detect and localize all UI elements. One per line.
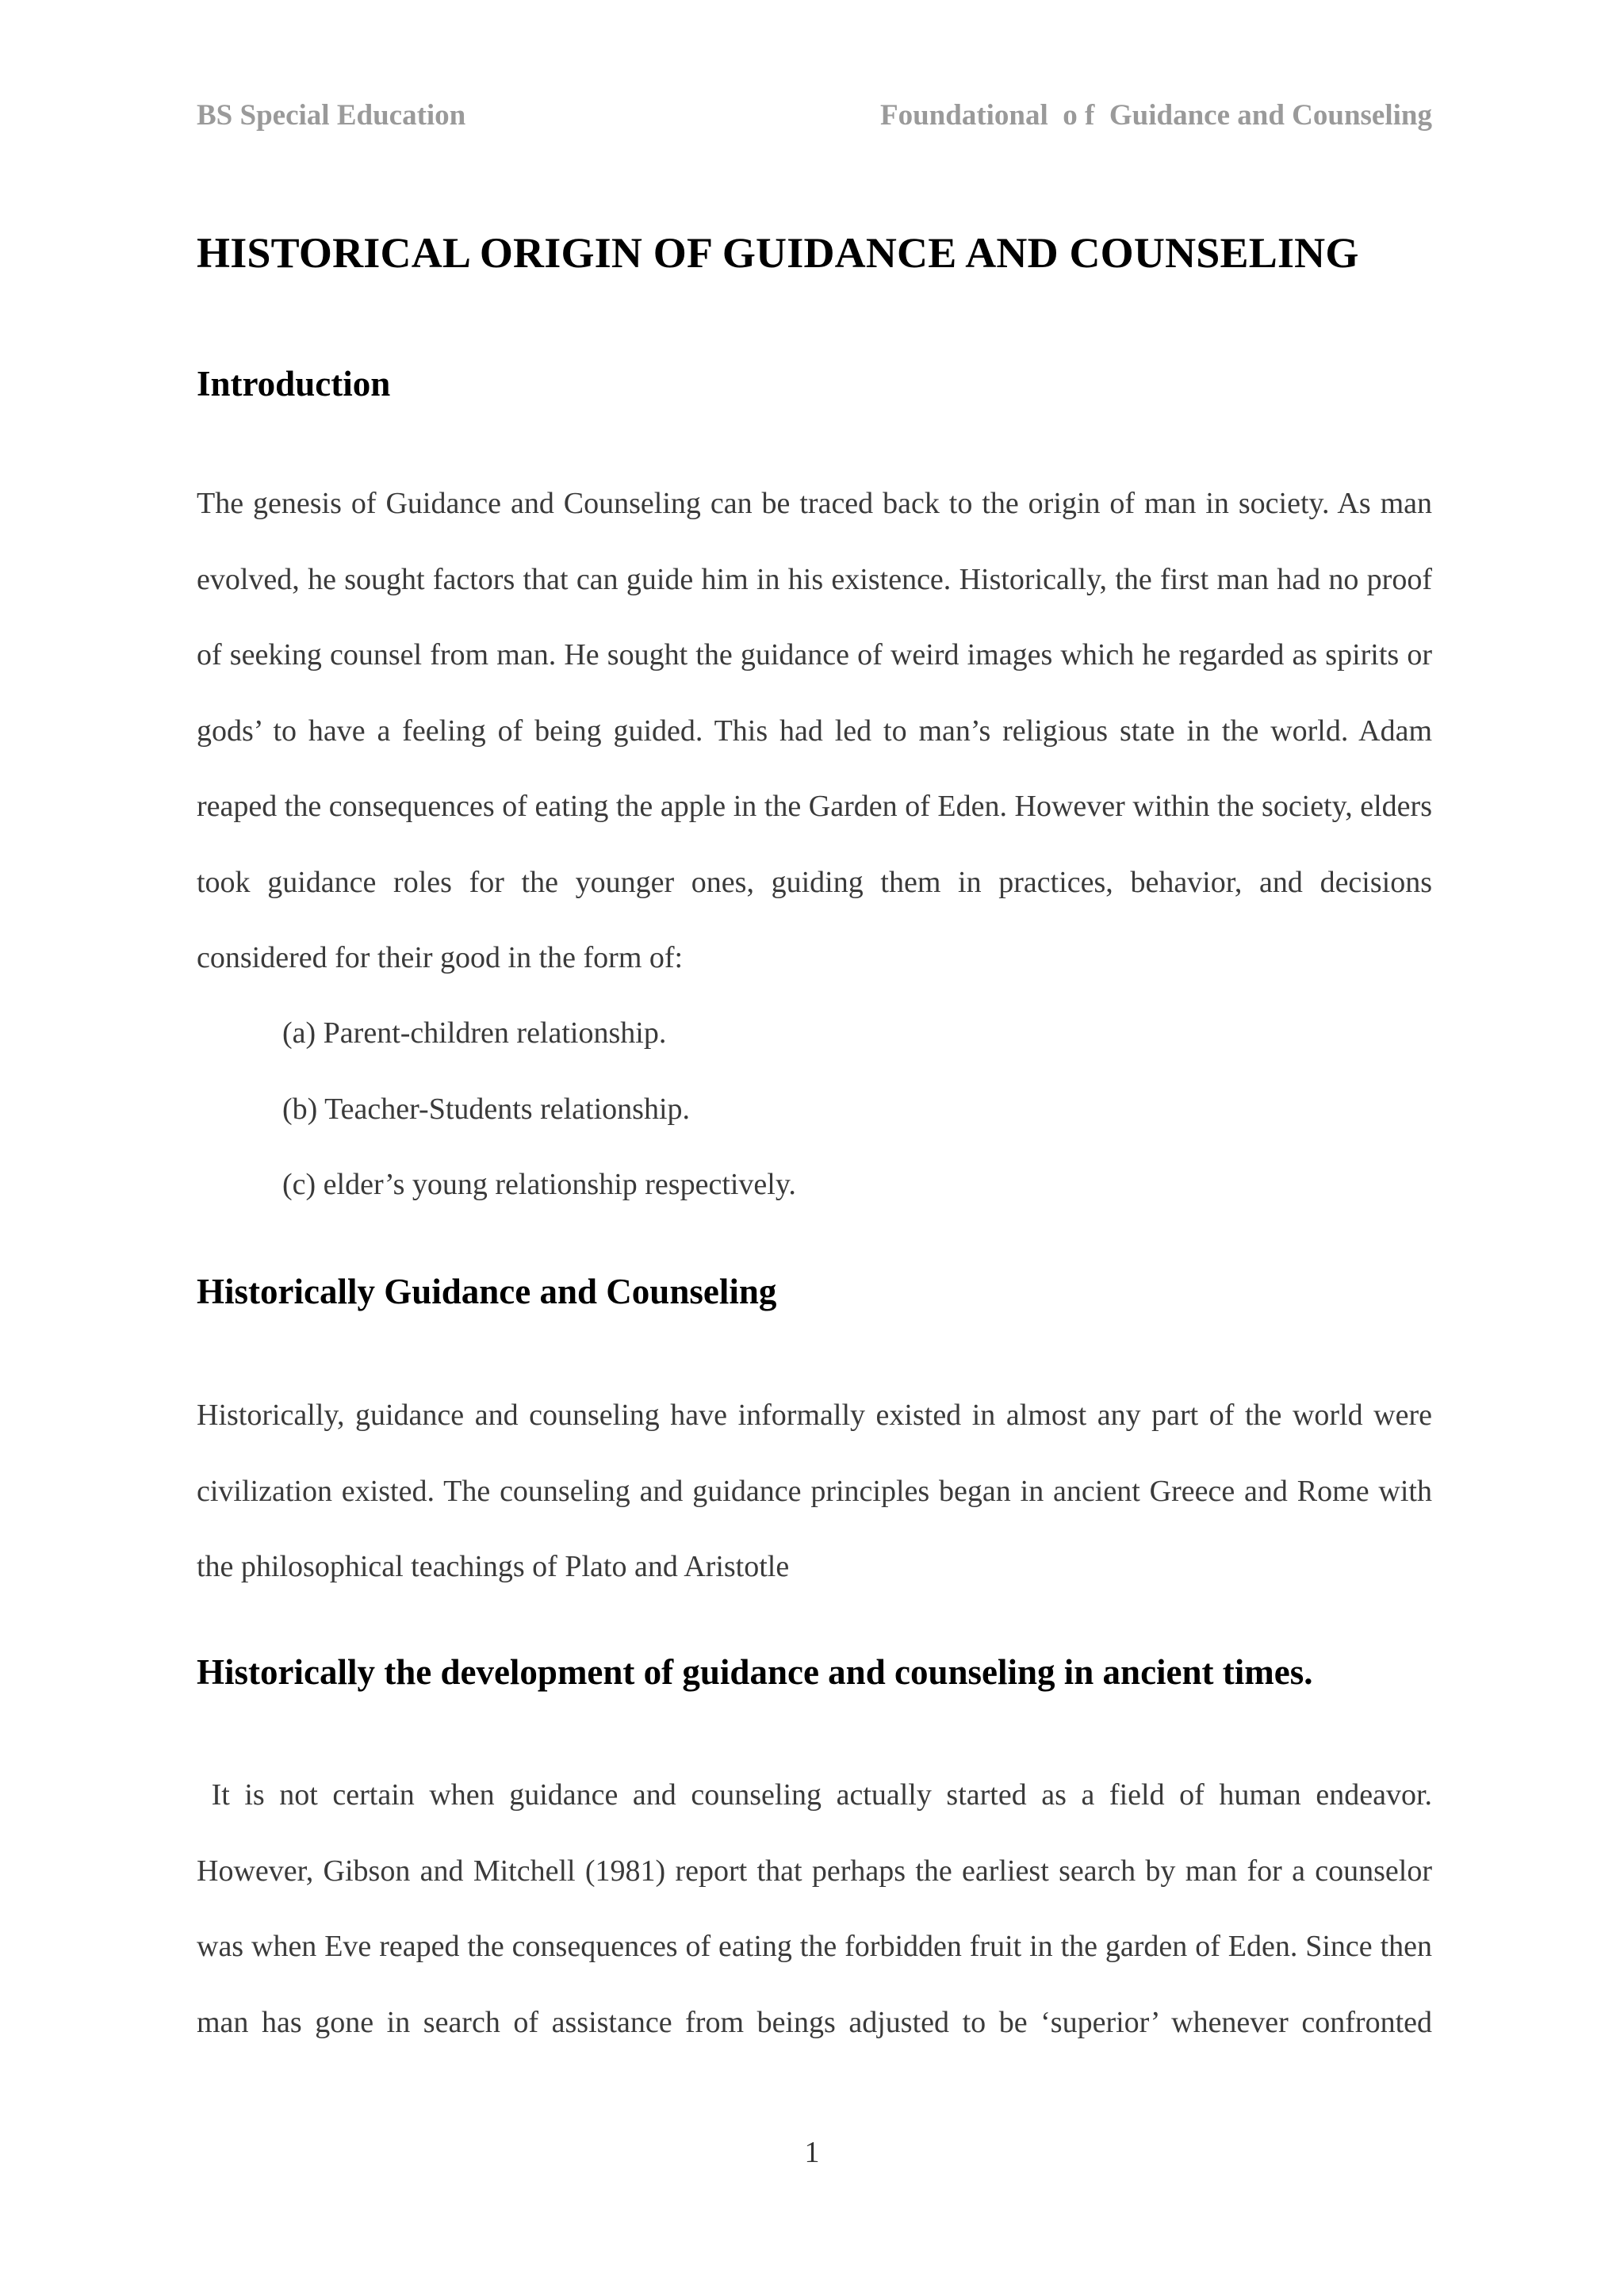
ancient-times-paragraph: It is not certain when guidance and counseling actually started as a field of human endeavor. However, Gibson and Mitchell (1981) report that perhaps the earliest search by man for a counselor was when Eve reaped the consequences of eating the forbidden fruit in the garden of Eden. Since then man has gone in search of assistance from beings adjusted to be ‘superior’ whenever confronted [197,1778,1440,2039]
list-item: (b) Teacher-Students relationship. [282,1092,691,1126]
running-header [197,98,1432,138]
header-subject-name: Foundational o f Guidance and Counseling [880,99,1432,132]
list-item: (a) Parent-children relationship. [282,1016,667,1050]
section-heading-introduction: Introduction [197,364,391,404]
page-number: 1 [804,2136,820,2169]
list-item: (c) elder’s young relationship respectively. [282,1168,796,1201]
relationship-list [282,996,796,1223]
introduction-paragraph: The genesis of Guidance and Counseling can be traced back to the origin of man in society. As man evolved, he sought factors that can guide him in his existence. Historically, the first man had no proof of seeking counsel from man. He sought the guidance of weird images which he regarded as spirits or gods’ to have a feeling of being guided. This had led to man’s religious state in the world. Adam reaped the consequences of eating the apple in the Garden of Eden. However within the society, elders took guidance roles for the younger ones, guiding them in practices, behavior, and decisions considered for their good in the form of: [197,487,1432,974]
page-title: HISTORICAL ORIGIN OF GUIDANCE AND COUNSELING [197,229,1359,277]
section-heading-historically: Historically Guidance and Counseling [197,1272,777,1311]
header-course-name: BS Special Education [197,99,466,132]
historically-paragraph: Historically, guidance and counseling have informally existed in almost any part of the world were civilization existed. The counseling and guidance principles began in ancient Greece and Rome with the philosophical teachings of Plato and Aristotle [197,1399,1432,1583]
section-heading-ancient-times: Historically the development of guidance and counseling in ancient times. [197,1652,1313,1692]
